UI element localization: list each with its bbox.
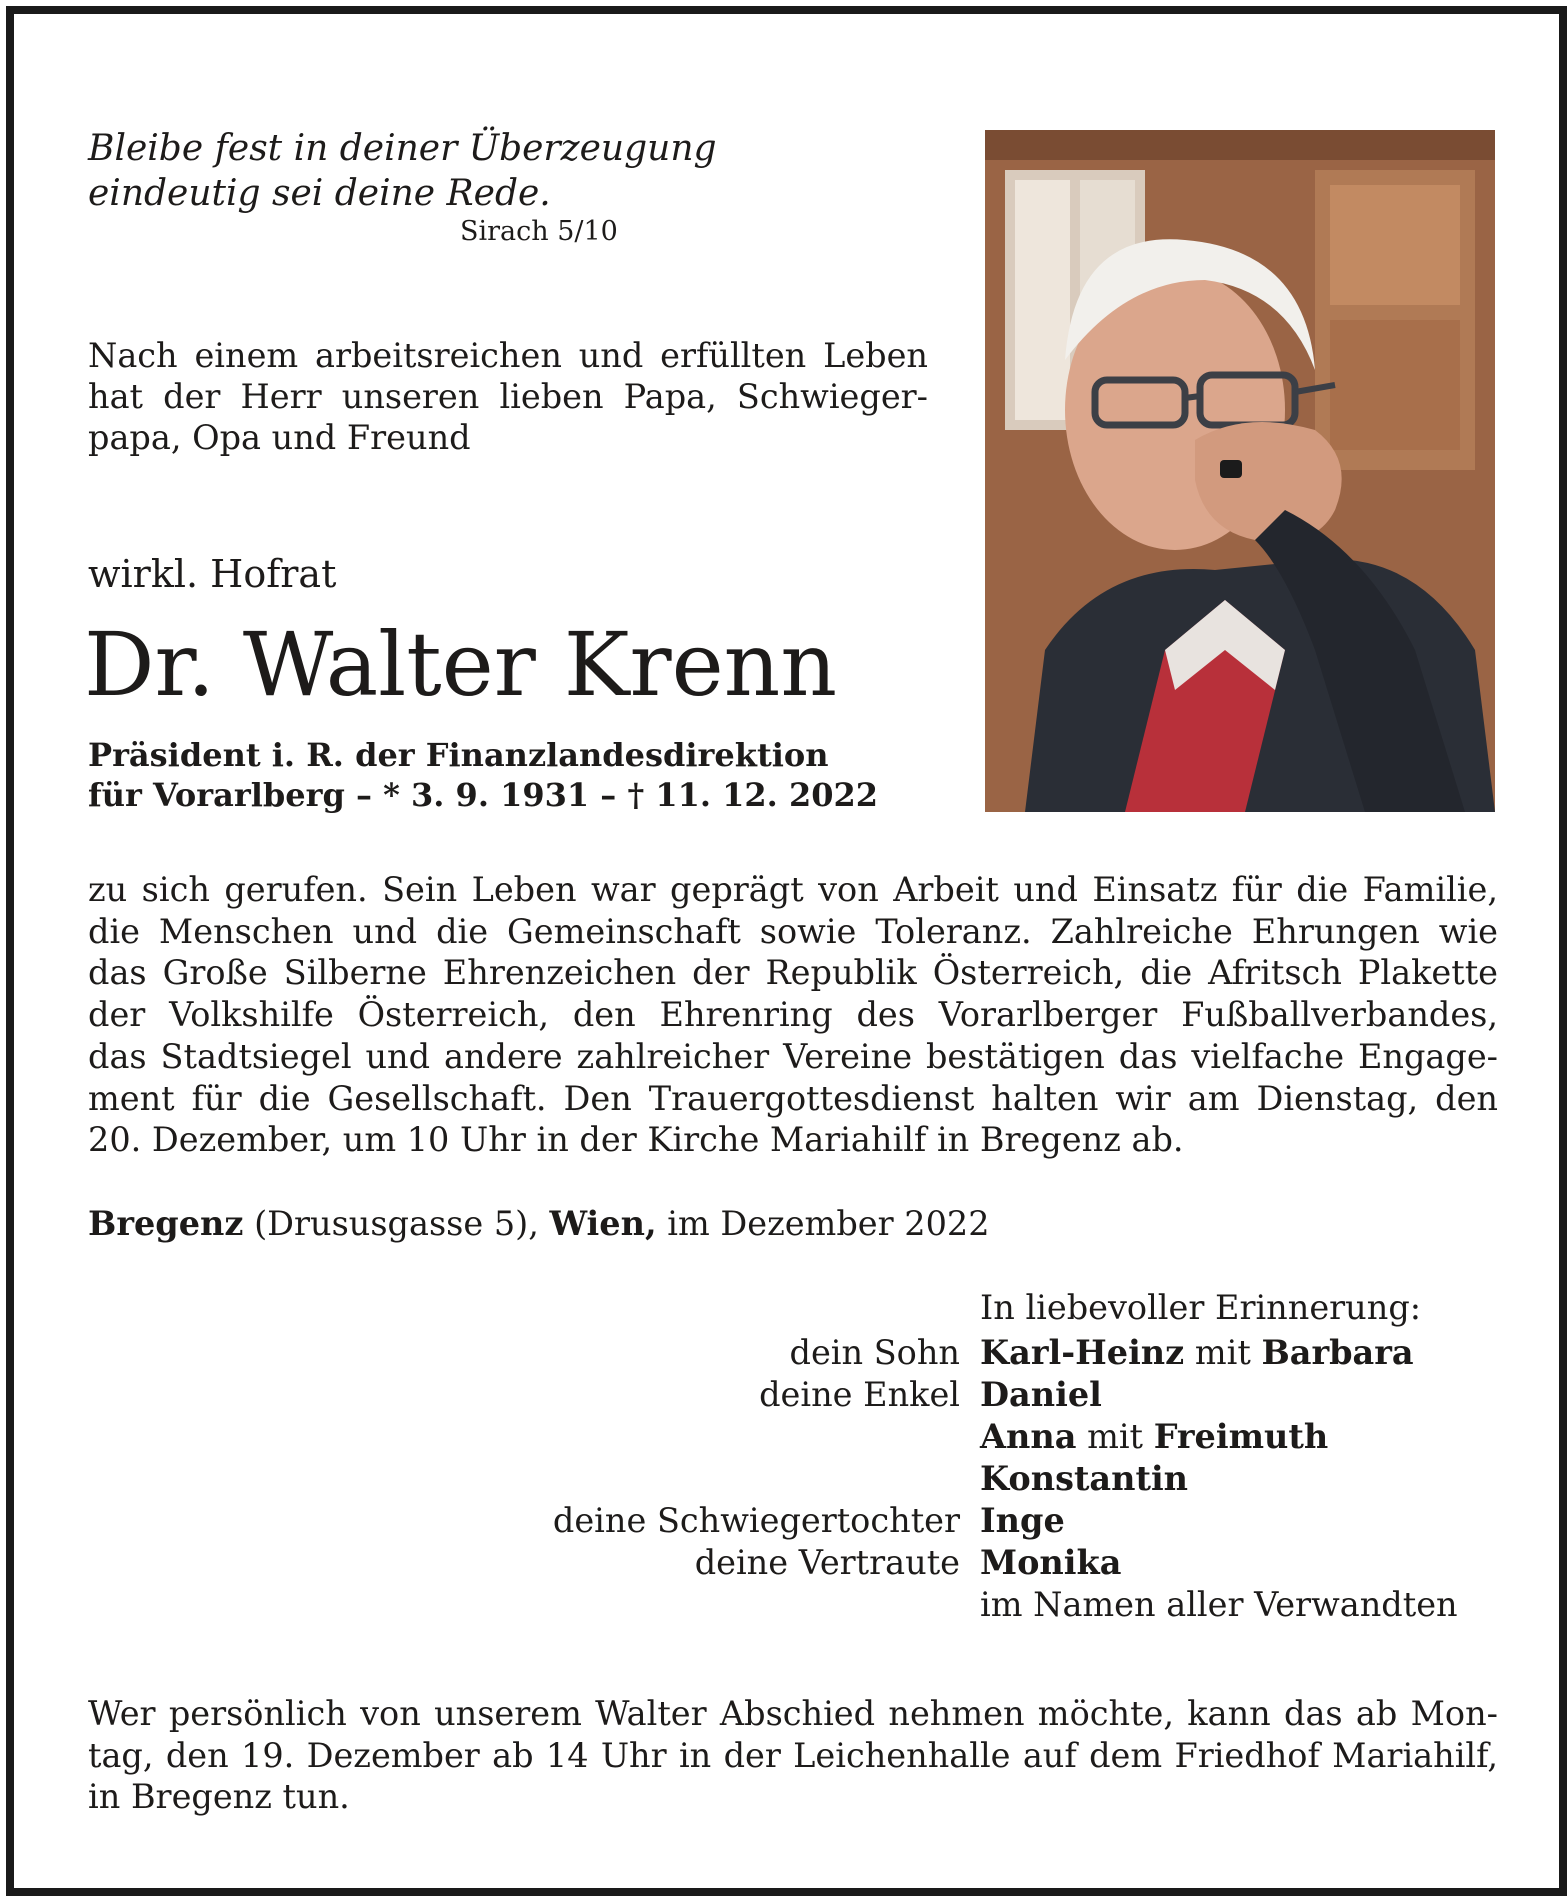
- honorific-title: wirkl. Hofrat: [88, 552, 337, 596]
- intro-paragraph: [88, 335, 928, 458]
- place-city-1: Bregenz: [88, 1204, 244, 1243]
- deceased-subtitle: [88, 735, 878, 815]
- signature-row: [0, 1375, 1567, 1417]
- signature-name: Barbara: [1261, 1333, 1414, 1372]
- signature-name: Inge: [980, 1501, 1065, 1540]
- signature-name: Daniel: [980, 1375, 1102, 1414]
- quote-line-1: Bleibe fest in deiner Überzeugung: [88, 128, 717, 169]
- signature-footer: im Namen aller Verwandten: [980, 1585, 1458, 1624]
- obituary-body: [88, 869, 1498, 1161]
- deceased-name: Dr. Walter Krenn: [84, 613, 838, 716]
- closing-line: Wer persönlich von unserem Walter Abschied nehmen möchte, kann das ab Mon-: [88, 1694, 1498, 1733]
- signature-row: [0, 1459, 1567, 1501]
- body-line: zu sich gerufen. Sein Leben war geprägt von Arbeit und Einsatz für die Familie,: [88, 870, 1498, 909]
- signature-name: Monika: [980, 1543, 1122, 1582]
- body-line: der Volkshilfe Österreich, den Ehrenring des Vorarlberger Fußballverbandes,: [88, 995, 1498, 1035]
- signature-joiner: mit: [1087, 1417, 1144, 1456]
- signature-row: [0, 1543, 1567, 1585]
- signature-heading: In liebevoller Erinnerung:: [980, 1288, 1422, 1327]
- signature-row: [0, 1333, 1567, 1375]
- signature-name: Konstantin: [980, 1459, 1189, 1498]
- signature-role: deine Vertraute: [694, 1543, 960, 1582]
- body-line: das Stadtsiegel und andere zahlreicher Vereine bestätigen das vielfache Engage-: [88, 1036, 1498, 1076]
- signature-name: Karl-Heinz: [980, 1333, 1185, 1372]
- quote-reference: Sirach 5/10: [460, 216, 618, 247]
- portrait-illustration: [985, 130, 1495, 812]
- bible-quote: [88, 126, 717, 216]
- signature-row: [0, 1501, 1567, 1543]
- signature-role: deine Schwiegertochter: [552, 1501, 960, 1540]
- body-line: die Menschen und die Gemeinschaft sowie Toleranz. Zahlreiche Ehrungen wie: [88, 911, 1498, 951]
- signature-row: [0, 1417, 1567, 1459]
- signature-role: deine Enkel: [759, 1375, 960, 1414]
- signature-name: Anna: [980, 1417, 1077, 1456]
- subtitle-line-2: für Vorarlberg – * 3. 9. 1931 – † 11. 12. 2022: [88, 776, 878, 814]
- intro-line: papa, Opa und Freund: [88, 418, 471, 457]
- body-line: ment für die Gesellschaft. Den Trauergottesdienst halten wir am Dienstag, den: [88, 1078, 1498, 1118]
- signature-role: dein Sohn: [789, 1333, 960, 1372]
- signature-list: [0, 1333, 1567, 1627]
- place-date-line: [88, 1204, 990, 1243]
- quote-line-2: eindeutig sei deine Rede.: [88, 173, 551, 214]
- place-date: im Dezember 2022: [667, 1204, 990, 1243]
- signature-row: [0, 1585, 1567, 1627]
- body-line: 20. Dezember, um 10 Uhr in der Kirche Mariahilf in Bregenz ab.: [88, 1120, 1184, 1160]
- signature-name: Freimuth: [1153, 1417, 1329, 1456]
- intro-line: Nach einem arbeitsreichen und erfüllten Leben: [88, 336, 928, 375]
- portrait-photo: [985, 130, 1495, 812]
- place-address: (Drususgasse 5),: [254, 1204, 539, 1243]
- intro-line: hat der Herr unseren lieben Papa, Schwieger-: [88, 377, 928, 416]
- signature-joiner: mit: [1194, 1333, 1251, 1372]
- subtitle-line-1: Präsident i. R. der Finanzlandesdirektion: [88, 736, 829, 774]
- place-city-2: Wien,: [549, 1204, 657, 1243]
- closing-paragraph: [88, 1693, 1498, 1818]
- closing-line: in Bregenz tun.: [88, 1777, 350, 1817]
- closing-line: tag, den 19. Dezember ab 14 Uhr in der Leichenhalle auf dem Friedhof Mariahilf,: [88, 1735, 1498, 1775]
- body-line: das Große Silberne Ehrenzeichen der Republik Österreich, die Afritsch Plakette: [88, 953, 1498, 993]
